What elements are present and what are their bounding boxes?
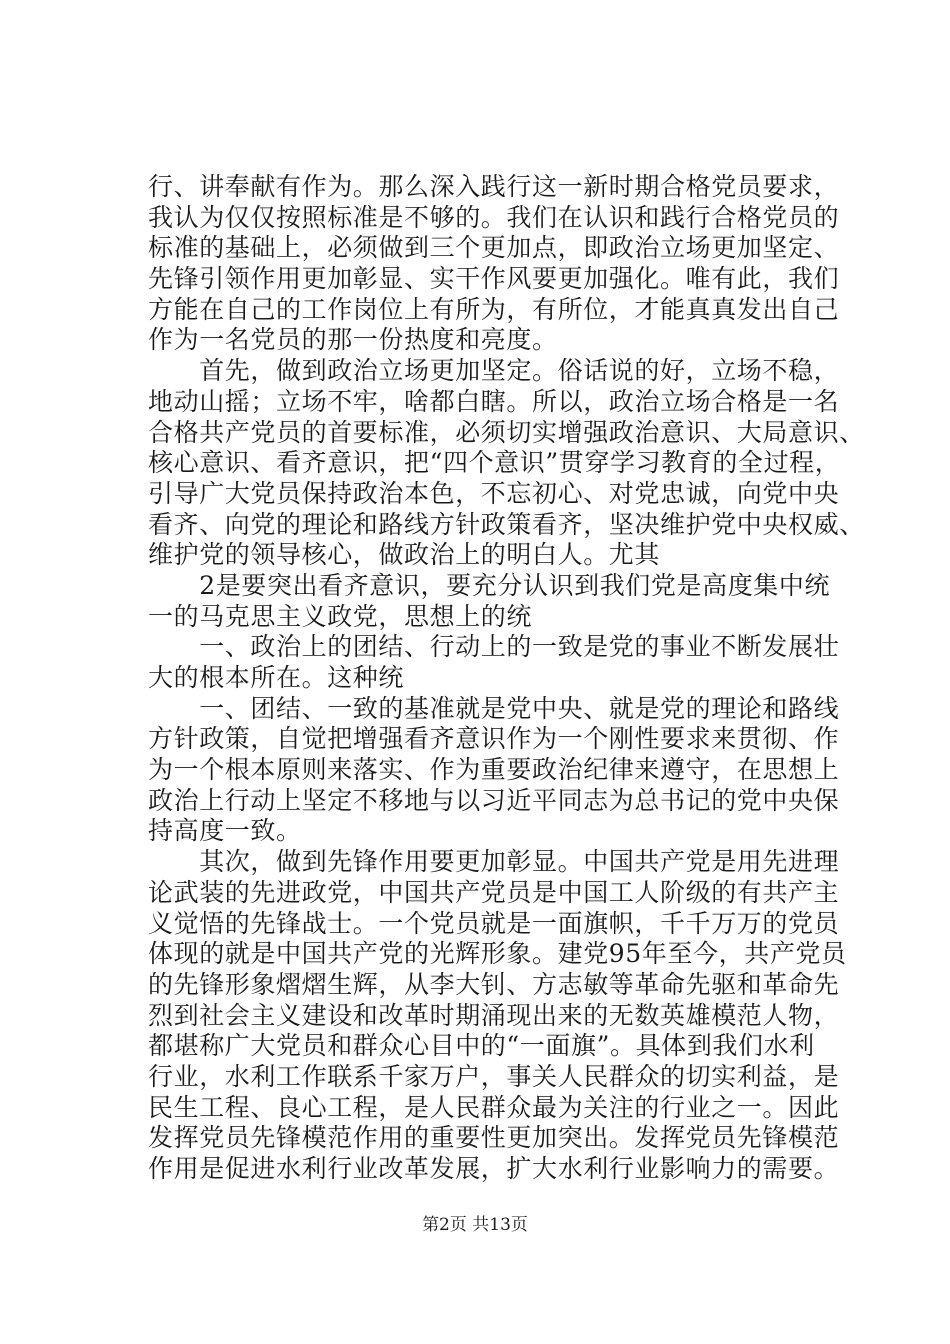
text-line: 行、讲奉献有作为。那么深入践行这一新时期合格党员要求，	[148, 172, 840, 201]
text-line: 作为一名党员的那一份热度和亮度。	[148, 325, 558, 355]
text-line: 烈到社会主义建设和改革时期涌现出来的无数英雄模范人物，	[148, 1000, 840, 1030]
body-text	[148, 172, 865, 1185]
text-line: 标准的基础上，必须做到三个更加点，即政治立场更加坚定、	[148, 233, 840, 263]
text-line: 方针政策，自觉把增强看齐意识作为一个刚性要求来贯彻、作	[148, 724, 840, 754]
text-line: 合格共产党员的首要标准，必须切实增强政治意识、大局意识、	[148, 417, 865, 447]
text-line: 论武装的先进政党，中国共产党员是中国工人阶级的有共产主	[148, 877, 840, 907]
page-footer	[0, 1214, 950, 1236]
text-line: 核心意识、看齐意识，把“四个意识”贯穿学习教育的全过程，	[148, 448, 841, 478]
text-line: 政治上行动上坚定不移地与以习近平同志为总书记的党中央保	[148, 785, 840, 815]
text-line: 其次，做到先锋作用要更加彰显。中国共产党是用先进理	[148, 847, 840, 877]
text-line: 体现的就是中国共产党的光辉形象。建党95年至今，共产党员	[148, 939, 847, 969]
text-line: 一、团结、一致的基准就是党中央、就是党的理论和路线	[148, 693, 840, 723]
text-line: 看齐、向党的理论和路线方针政策看齐，坚决维护党中央权威、	[148, 509, 865, 539]
text-line: 大的根本所在。这种统	[148, 663, 405, 692]
text-line: 都堪称广大党员和群众心目中的“一面旗”。具体到我们水利	[148, 1031, 815, 1061]
text-line: 义觉悟的先锋战士。一个党员就是一面旗帜，千千万万的党员	[148, 908, 840, 938]
text-line: 方能在自己的工作岗位上有所为，有所位，才能真真发出自己	[148, 294, 840, 324]
text-line: 发挥党员先锋模范作用的重要性更加突出。发挥党员先锋模范	[148, 1123, 840, 1153]
text-line: 首先，做到政治立场更加坚定。俗话说的好，立场不稳，	[148, 356, 840, 386]
text-line: 一、政治上的团结、行动上的一致是党的事业不断发展壮	[148, 632, 840, 662]
text-line: 的先锋形象熠熠生辉，从李大钊、方志敏等革命先驱和革命先	[148, 969, 840, 999]
text-line: 作用是促进水利行业改革发展，扩大水利行业影响力的需要。	[148, 1154, 840, 1183]
text-line: 民生工程、良心工程，是人民群众最为关注的行业之一。因此	[148, 1092, 840, 1122]
text-line: 引导广大党员保持政治本色，不忘初心、对党忠诚，向党中央	[148, 478, 840, 508]
text-line: 2是要突出看齐意识，要充分认识到我们党是高度集中统	[148, 570, 831, 600]
text-line: 地动山摇；立场不牢，啥都白瞎。所以，政治立场合格是一名	[148, 386, 840, 416]
text-line: 为一个根本原则来落实、作为重要政治纪律来遵守，在思想上	[148, 755, 840, 785]
text-line: 一的马克思主义政党，思想上的统	[148, 601, 533, 631]
page-number-label: 第2页 共13页	[422, 1215, 528, 1235]
text-line: 维护党的领导核心，做政治上的明白人。尤其	[148, 540, 661, 570]
text-line: 行业，水利工作联系千家万户，事关人民群众的切实利益，是	[148, 1061, 840, 1091]
text-line: 持高度一致。	[148, 816, 302, 846]
text-line: 我认为仅仅按照标准是不够的。我们在认识和践行合格党员的	[148, 202, 840, 232]
text-line: 先锋引领作用更加彰显、实干作风要更加强化。唯有此，我们	[148, 264, 840, 294]
